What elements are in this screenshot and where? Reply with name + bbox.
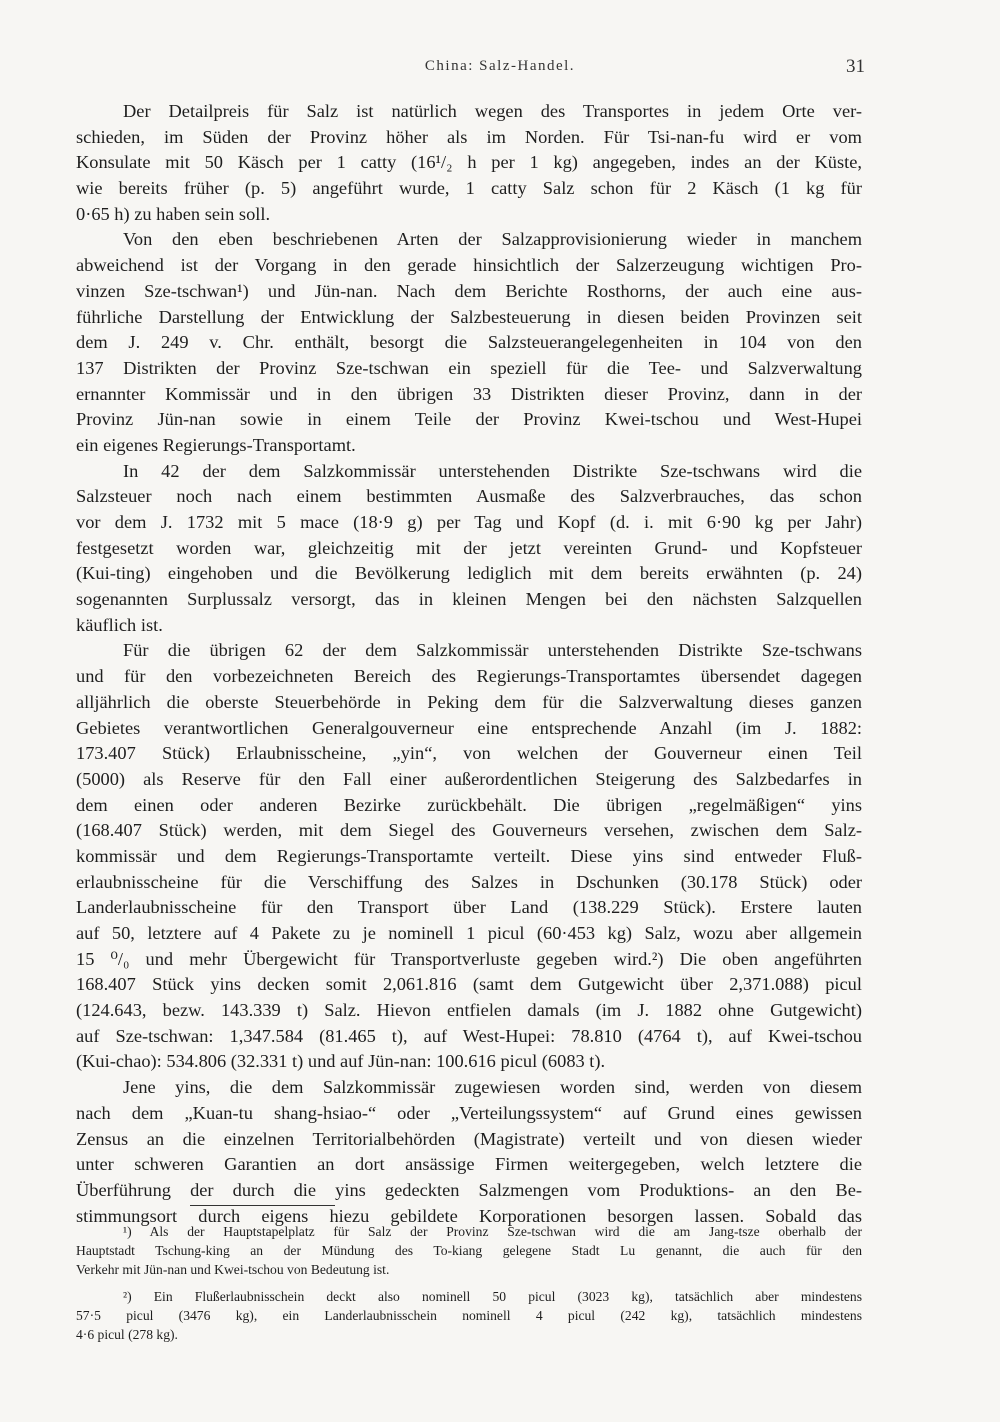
text-line: Salzsteuer noch nach einem bestimmten Ausmaße des Salzverbrauches, das schon [76, 486, 862, 507]
text-line: erlaubnisscheine für die Verschiffung des Salzes in Dschunken (30.178 Stück) oder [76, 871, 862, 892]
running-title: China: Salz-Handel. [424, 58, 576, 74]
text-line: vor dem J. 1732 mit 5 mace (18·9 g) per Tag und Kopf (d. i. mit 6·90 kg per Jahr) [76, 512, 862, 532]
text-line: vinzen Sze-tschwan¹) und Jün-nan. Nach dem Berichte Rosthorns, der auch eine aus- [76, 280, 862, 301]
footnote-line: ¹) Als der Hauptstapelplatz für Salz der Provinz Sze-tschwan wird die am Jang-tsze oberhalb der [123, 1224, 862, 1239]
text-line: käuflich ist. [76, 614, 163, 635]
text-line: ein eigenes Regierungs-Transportamt. [76, 434, 356, 455]
text-line: stimmungsort durch eigens hiezu gebildete Korporationen besorgen lassen. Sobald das [76, 1205, 862, 1226]
text-line: 0·65 h) zu haben sein soll. [76, 203, 271, 224]
footnote-line: 4·6 picul (278 kg). [76, 1327, 178, 1342]
text-line: alljährlich die oberste Steuerbehörde in Peking dem für die Salzverwaltung dieses ganzen [76, 691, 862, 712]
text-line: dem J. 249 v. Chr. enthält, besorgt die Salzsteuerangelegenheiten in 104 von den [76, 332, 862, 353]
text-line: Von den eben beschriebenen Arten der Salzapprovisionierung wieder in manchem [123, 229, 862, 250]
text-line: schieden, im Süden der Provinz höher als im Norden. Für Tsi-nan-fu wird er vom [76, 126, 862, 147]
footnote-divider [190, 1205, 335, 1206]
text-line: auf 50, letztere auf 4 Pakete zu je nominell 1 picul (60·453 kg) Salz, wozu aber allgemein [76, 923, 862, 943]
main-text [76, 99, 862, 1229]
text-line: (Kui-chao): 534.806 (32.331 t) und auf Jün-nan: 100.616 picul (6083 t). [76, 1051, 606, 1072]
text-line: Für die übrigen 62 der dem Salzkommissär unterstehenden Distrikte Sze-tschwans [123, 640, 862, 661]
text-line: ernannter Kommissär und in den übrigen 33 Distrikten dieser Provinz, dann in der [76, 383, 862, 404]
text-line: unter schweren Garantien an dort ansässige Firmen weitergegeben, welch letztere die [76, 1154, 862, 1175]
text-line: (5000) als Reserve für den Fall einer außerordentlichen Steigerung des Salzbedarfes in [76, 768, 862, 789]
text-line: 15 ⁰/₀ und mehr Übergewicht für Transportverluste gegeben wird.²) Die oben angeführten [76, 948, 862, 969]
text-line: Überführung der durch die yins gedeckten Salzmengen vom Produktions- an den Be- [76, 1179, 862, 1200]
text-line: 168.407 Stück yins decken somit 2,061.816 (samt dem Gutgewicht über 2,371.088) picul [76, 974, 862, 995]
text-line: Landerlaubnisscheine für den Transport über Land (138.229 Stück). Erstere lauten [76, 897, 862, 918]
text-line: Konsulate mit 50 Käsch per 1 catty (16¹/₂ h per 1 kg) angegeben, indes an der Küste, [76, 152, 862, 173]
page-number: 31 [846, 56, 865, 77]
footnote-2 [76, 1287, 862, 1344]
footnote-line: 57·5 picul (3476 kg), ein Landerlaubnisschein nominell 4 picul (242 kg), tatsächlich mindestens [76, 1308, 862, 1323]
text-line: auf Sze-tschwan: 1,347.584 (81.465 t), auf West-Hupei: 78.810 (4764 t), auf Kwei-tschou [76, 1025, 862, 1046]
text-line: wie bereits früher (p. 5) angeführt wurde, 1 catty Salz schon für 2 Käsch (1 kg für [76, 178, 862, 199]
text-line: festgesetzt worden war, gleichzeitig mit der jetzt vereinten Grund- und Kopfsteuer [76, 537, 862, 558]
footnote-line: Hauptstadt Tschung-king an der Mündung des To-kiang gelegene Stadt Lu genannt, die auch für den [76, 1243, 862, 1258]
text-line: und für den vorbezeichneten Bereich des Regierungs-Transportamtes übersendet dagegen [76, 666, 862, 687]
text-line: 173.407 Stück) Erlaubnisscheine, „yin“, von welchen der Gouverneur einen Teil [76, 743, 862, 764]
footnotes [76, 1222, 862, 1352]
text-line: Provinz Jün-nan sowie in einem Teile der Provinz Kwei-tschou und West-Hupei [76, 409, 862, 430]
text-line: (168.407 Stück) werden, mit dem Siegel des Gouverneurs versehen, zwischen dem Salz- [76, 820, 862, 841]
text-line: (124.643, bezw. 143.339 t) Salz. Hievon entfielen damals (im J. 1882 ohne Gutgewicht) [76, 1000, 862, 1021]
text-line: Der Detailpreis für Salz ist natürlich wegen des Transportes in jedem Orte ver- [123, 101, 862, 121]
text-line: Gebietes verantwortlichen Generalgouverneur eine entsprechende Anzahl (im J. 1882: [76, 717, 862, 738]
text-line: Jene yins, die dem Salzkommissär zugewiesen worden sind, werden von diesem [123, 1077, 862, 1098]
text-line: führliche Darstellung der Entwicklung der Salzbesteuerung in diesen beiden Provinzen seit [76, 306, 862, 327]
text-line: In 42 der dem Salzkommissär unterstehenden Distrikte Sze-tschwans wird die [123, 460, 862, 481]
text-line: 137 Distrikten der Provinz Sze-tschwan ein speziell für die Tee- und Salzverwaltung [76, 357, 862, 378]
footnote-line: Verkehr mit Jün-nan und Kwei-tschou von Bedeutung ist. [76, 1262, 390, 1277]
text-line: (Kui-ting) eingehoben und die Bevölkerung lediglich mit dem bereits erwähnten (p. 24) [76, 563, 862, 584]
footnote-line: ²) Ein Flußerlaubnisschein deckt also nominell 50 picul (3023 kg), tatsächlich aber mindestens [123, 1289, 862, 1304]
text-line: abweichend ist der Vorgang in den gerade hinsichtlich der Salzerzeugung wichtigen Pro- [76, 255, 862, 276]
text-line: kommissär und dem Regierungs-Transportamte verteilt. Diese yins sind entweder Fluß- [76, 845, 862, 866]
text-line: dem einen oder anderen Bezirke zurückbehält. Die übrigen „regelmäßigen“ yins [76, 794, 862, 815]
footnote-1 [76, 1222, 862, 1279]
text-line: nach dem „Kuan-tu shang-hsiao-“ oder „Verteilungssystem“ auf Grund eines gewissen [76, 1102, 862, 1123]
text-line: sogenannten Surplussalz versorgt, das in kleinen Mengen bei den nächsten Salzquellen [76, 589, 862, 610]
text-line: Zensus an die einzelnen Territorialbehörden (Magistrate) verteilt und von diesen wieder [76, 1128, 862, 1149]
